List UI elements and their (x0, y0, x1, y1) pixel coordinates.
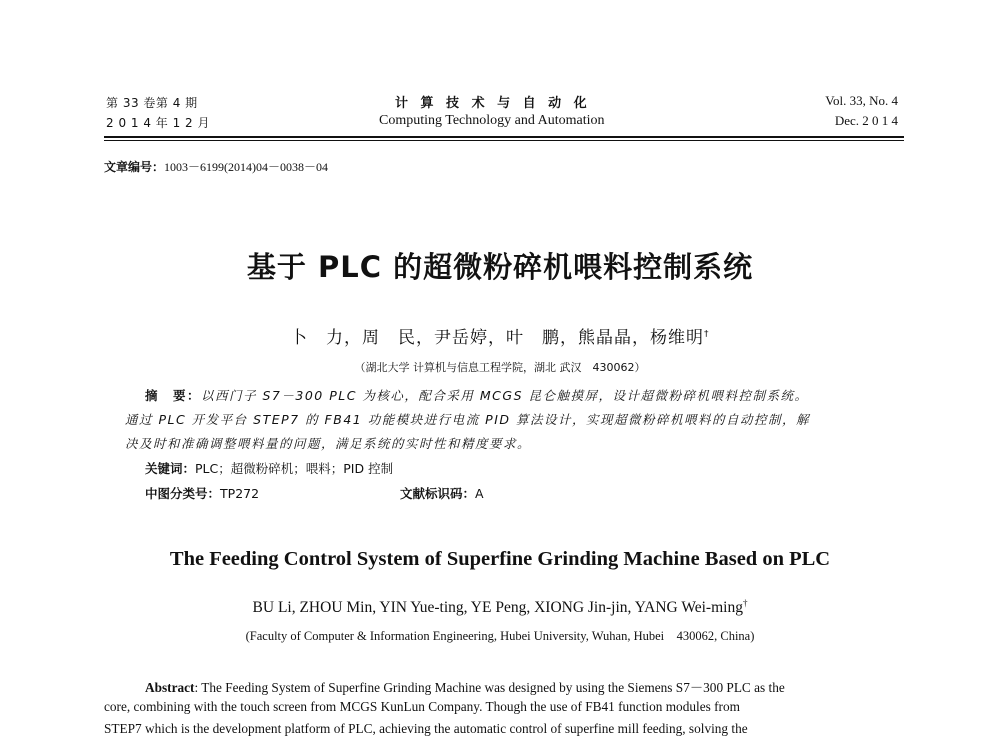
abstract-cn-line1 (145, 386, 809, 404)
abstract-en-line3: STEP7 which is the development platform of PLC, achieving the automatic control of superfine mill feeding, solving the (104, 721, 748, 736)
authors-en (0, 598, 1000, 617)
journal-title-en: Computing Technology and Automation (379, 113, 605, 128)
authors-cn (290, 323, 710, 348)
classification-cn (145, 484, 259, 502)
title-en: The Feeding Control System of Superfine Grinding Machine Based on PLC (169, 548, 831, 570)
date-en: Dec. 2 0 1 4 (834, 113, 898, 128)
article-id-value: 1003－6199(2014)04－0038－04 (164, 160, 329, 174)
journal-title-cn: 计 算 技 术 与 自 动 化 (395, 96, 591, 111)
header-rule-top (104, 136, 904, 138)
article-id-label: 文章编号： (104, 160, 165, 174)
keywords-cn (145, 459, 393, 477)
doc-code-label: 文献标识码： (400, 486, 476, 501)
authors-cn-mark: † (704, 329, 710, 340)
keywords-value: PLC；超微粉碎机；喂料；PID 控制 (195, 461, 394, 476)
abstract-en-text-1: : The Feeding System of Superfine Grinding Machine was designed by using the Siemens S7－300 PLC as the (194, 680, 785, 695)
abstract-en-line2: core, combining with the touch screen from MCGS KunLun Company. Though the use of FB41 function modules from (104, 699, 740, 714)
date-cn: 2 0 1 4 年 1 2 月 (106, 116, 211, 130)
authors-en-mark: † (742, 598, 748, 608)
affiliation-en: (Faculty of Computer & Information Engineering, Hubei University, Wuhan, Hubei 430062, China) (245, 629, 755, 643)
abstract-en-label: Abstract (145, 680, 195, 695)
abstract-cn-label: 摘 要： (145, 388, 202, 403)
authors-cn-names: 卜 力，周 民，尹岳婷，叶 鹏，熊晶晶，杨维明 (290, 328, 704, 348)
abstract-cn-line2: 通过 PLC 开发平台 STEP7 的 FB41 功能模块进行电流 PID 算法设计，实现超微粉碎机喂料的自动控制，解 (125, 412, 810, 427)
authors-en-names: BU Li, ZHOU Min, YIN Yue-ting, YE Peng, XIONG Jin-jin, YANG Wei-ming (252, 599, 743, 617)
doc-code-cn (400, 484, 484, 502)
doc-code-value: A (475, 486, 484, 501)
abstract-cn-line3: 决及时和准确调整喂料量的问题，满足系统的实时性和精度要求。 (125, 436, 532, 451)
abstract-cn-text-1: 以西门子 S7－300 PLC 为核心，配合采用 MCGS 昆仑触摸屏，设计超微粉碎机喂料控制系统。 (201, 388, 809, 403)
classification-value: TP272 (220, 486, 260, 501)
title-cn: 基于 PLC 的超微粉碎机喂料控制系统 (246, 250, 754, 284)
affiliation-cn: （湖北大学 计算机与信息工程学院，湖北 武汉 430062） (354, 361, 646, 374)
keywords-label: 关键词： (145, 461, 196, 476)
abstract-en-line1 (145, 677, 785, 696)
header-rule-bottom (104, 140, 904, 141)
issue-cn: 第 33 卷第 4 期 (106, 96, 198, 110)
volume-en: Vol. 33, No. 4 (825, 93, 898, 108)
classification-label: 中图分类号： (145, 486, 221, 501)
article-id (104, 158, 328, 175)
